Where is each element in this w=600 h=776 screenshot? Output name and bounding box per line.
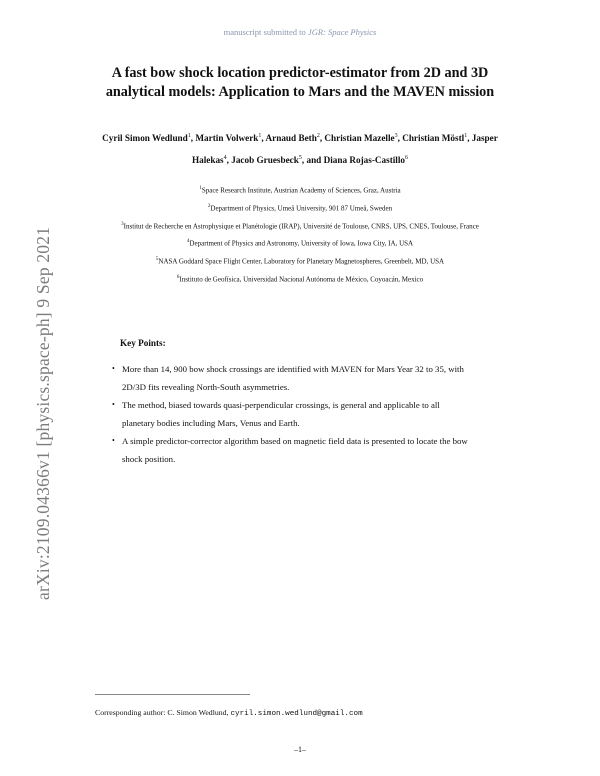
key-point-text: The method, biased towards quasi-perpendicular crossings, is general and applicable to all planetary bodies including Mars, Venus and Earth. [122, 400, 440, 428]
affiliation-item [95, 199, 505, 217]
affiliation-list [95, 181, 505, 288]
affiliation-text: Department of Physics and Astronomy, University of Iowa, Iowa City, IA, USA [189, 239, 414, 248]
author-affiliation-marker: 2 [316, 133, 320, 139]
key-point-item [112, 432, 472, 468]
bullet-icon: • [112, 364, 115, 373]
author-separator: , and [301, 155, 324, 166]
corresponding-email[interactable]: cyril.simon.wedlund@gmail.com [230, 710, 363, 718]
affiliation-marker: 2 [207, 203, 211, 209]
header-journal: JGR: Space Physics [307, 27, 377, 37]
corresponding-author [95, 708, 363, 718]
bullet-icon: • [112, 436, 115, 445]
affiliation-text: Instituto de Geofísica, Universidad Nacional Autónoma de México, Coyoacán, Mexico [179, 275, 424, 284]
key-point-item [112, 396, 472, 432]
author-list [95, 126, 505, 170]
corresponding-label: Corresponding author: C. Simon Wedlund, [95, 708, 229, 717]
footnote-rule [95, 694, 250, 695]
author-name: Cyril Simon Wedlund [102, 133, 188, 144]
key-point-text: A simple predictor-corrector algorithm based on magnetic field data is presented to locate the bow shock position. [122, 436, 468, 464]
affiliation-marker: 6 [176, 275, 180, 281]
affiliation-text: NASA Goddard Space Flight Center, Laboratory for Planetary Magnetospheres, Greenbelt, MD, USA [158, 257, 445, 266]
key-point-text: More than 14, 900 bow shock crossings are identified with MAVEN for Mars Year 32 to 35, with 2D/3D fits revealing North-South asymmetries. [122, 364, 464, 392]
author-separator: , [319, 133, 325, 144]
affiliation-item [95, 252, 505, 270]
author-affiliation-marker: 1 [187, 133, 191, 139]
author-separator: , [467, 133, 472, 144]
author-name: Christian Möstl [402, 133, 465, 144]
key-points-heading: Key Points: [120, 338, 166, 348]
author-name: Jacob Gruesbeck [231, 155, 299, 166]
author-separator: , [397, 133, 403, 144]
affiliation-item [95, 270, 505, 288]
header-prefix: manuscript submitted to [223, 27, 306, 37]
author-name: Arnaud Beth [265, 133, 317, 144]
title-line-1: A fast bow shock location predictor-estimator from 2D and 3D [111, 65, 489, 81]
author-name: Christian Mazelle [324, 133, 395, 144]
page-number: –1– [294, 745, 306, 754]
affiliation-item [95, 217, 505, 235]
author-name: Martin Volwerk [195, 133, 259, 144]
author-affiliation-marker: 5 [298, 155, 302, 162]
arxiv-identifier: arXiv:2109.04366v1 [physics.space-ph] 9 Sep 2021 [33, 226, 53, 600]
author-affiliation-marker: 6 [405, 155, 409, 162]
author-separator: , [226, 155, 232, 166]
author-name: Diana Rojas-Castillo [323, 155, 406, 166]
arxiv-stamp [3, 180, 53, 600]
affiliation-marker: 3 [121, 221, 124, 227]
author-name: Jasper Halekas [191, 133, 498, 166]
author-separator: , [261, 133, 266, 144]
author-separator: , [190, 133, 196, 144]
key-points-list [112, 360, 472, 468]
affiliation-marker: 5 [155, 257, 159, 263]
key-point-item [112, 360, 472, 396]
paper-title [60, 64, 540, 102]
bullet-icon: • [112, 400, 115, 409]
title-line-2: analytical models: Application to Mars and the MAVEN mission [105, 84, 495, 100]
affiliation-text: Space Research Institute, Austrian Academy of Sciences, Graz, Austria [201, 186, 401, 195]
affiliation-text: Institut de Recherche en Astrophysique et Planétologie (IRAP), Université de Toulouse, CNRS, UPS, CNES, Toulouse, France [123, 221, 479, 230]
affiliation-marker: 1 [199, 186, 202, 191]
affiliation-item [95, 181, 505, 199]
affiliation-marker: 4 [186, 239, 190, 245]
manuscript-header [0, 27, 600, 37]
author-affiliation-marker: 4 [223, 155, 227, 162]
author-affiliation-marker: 3 [394, 133, 398, 139]
author-affiliation-marker: 1 [464, 133, 468, 139]
affiliation-item [95, 234, 505, 252]
author-affiliation-marker: 1 [258, 133, 262, 139]
affiliation-text: Department of Physics, Umeå University, 901 87 Umeå, Sweden [210, 204, 393, 213]
